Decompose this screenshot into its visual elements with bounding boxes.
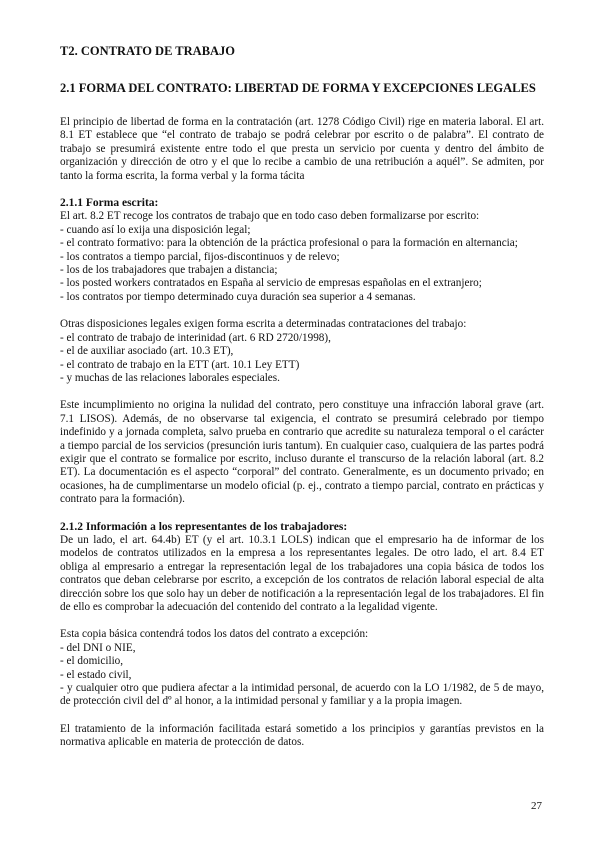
basic-copy-lead: Esta copia básica contendrá todos los datos del contrato a excepción: — [60, 628, 369, 641]
list-item: - el estado civil, — [60, 668, 132, 681]
list-item: - el contrato de trabajo en la ETT (art. 10.1 Ley ETT) — [60, 358, 300, 371]
other-provisions-lead: Otras disposiciones legales exigen forma escrita a determinadas contrataciones del trabajo: — [60, 318, 467, 331]
list-item: - cuando así lo exija una disposición legal; — [60, 223, 251, 236]
list-item: - del DNI o NIE, — [60, 641, 136, 654]
section-2-1-1-heading: 2.1.1 Forma escrita: — [60, 197, 159, 210]
document-page — [60, 44, 544, 750]
list-item: - los de los trabajadores que trabajen a distancia; — [60, 264, 278, 277]
section-2-1-heading: 2.1 FORMA DEL CONTRATO: LIBERTAD DE FORMA Y EXCEPCIONES LEGALES — [60, 81, 536, 95]
page-number: 27 — [531, 800, 542, 812]
list-item: - los contratos a tiempo parcial, fijos-discontinuos y de relevo; — [60, 250, 340, 263]
list-item: - y muchas de las relaciones laborales especiales. — [60, 371, 280, 384]
section-2-1-2-body: De un lado, el art. 64.4b) ET (y el art. 10.3.1 LOLS) indican que el empresario ha de informar de los modelos de contratos utilizados en la empresa a los representantes legales. De otro lado, el art. 8.4 ET obliga al empresario a entregar la representación legal de los trabajadores una copia básica de todos los contratos que deban celebrarse por escrito, a excepción de los contratos de relación laboral especial de alta dirección sobre los que solo hay un deber de notificación a la representación legal de los trabajadores. El fin de ello es comprobar la adecuación del contenido del contrato a la legalidad vigente. — [60, 533, 544, 613]
chapter-title: T2. CONTRATO DE TRABAJO — [60, 44, 236, 58]
list-item: - los posted workers contratados en España al servicio de empresas españolas en el extranjero; — [60, 277, 482, 290]
list-item: - el contrato formativo: para la obtención de la práctica profesional o para la formación en alternancia; — [60, 237, 518, 250]
basic-copy-exceptions-list — [60, 642, 544, 709]
section-2-1-1-lead: El art. 8.2 ET recoge los contratos de trabajo que en todo caso deben formalizarse por escrito: — [60, 210, 480, 223]
written-contracts-list — [60, 224, 544, 304]
non-compliance-paragraph: Este incumplimiento no origina la nulidad del contrato, pero constituye una infracción laboral grave (art. 7.1 LISOS). Además, de no observarse tal exigencia, el contrato se presumirá celebrado por tiempo indefinido y a jornada completa, salvo prueba en contrario que acredite su naturaleza temporal o el carácter a tiempo parcial de los servicios (presunción iuris tantum). En cualquier caso, cualquiera de las partes podrá exigir que el contrato se formalice por escrito, incluso durante el transcurso de la relación laboral (art. 8.2 ET). La documentación es el aspecto “corporal” del contrato. Generalmente, es un documento privado; en ocasiones, ha de cumplimentarse un modelo oficial (p. ej., contrato a tiempo parcial, contrato en prácticas y contrato para la formación). — [60, 399, 544, 506]
other-provisions-list — [60, 332, 544, 386]
list-item: - el contrato de trabajo de interinidad (art. 6 RD 2720/1998), — [60, 331, 331, 344]
list-item: - el domicilio, — [60, 655, 124, 668]
section-2-1-intro: El principio de libertad de forma en la contratación (art. 1278 Código Civil) rige en materia laboral. El art. 8.1 ET establece que “el contrato de trabajo se podrá celebrar por escrito o de palabra”. El contrato de trabajo se presumirá existente entre todo el que presta un servicio por cuenta y dentro del ámbito de organización y dirección de otro y el que lo recibe a cambio de una retribución a aquél”. Se admiten, por tanto la forma escrita, la forma verbal y la forma tácita — [60, 116, 544, 182]
list-item: - el de auxiliar asociado (art. 10.3 ET), — [60, 345, 234, 358]
data-protection-paragraph: El tratamiento de la información facilitada estará sometido a los principios y garantías previstos en la normativa aplicable en materia de protección de datos. — [60, 722, 544, 749]
list-item: - y cualquier otro que pudiera afectar a la intimidad personal, de acuerdo con la LO 1/1982, de 5 de mayo, de protección civil del dº al honor, a la intimidad personal y familiar y a la propia imagen. — [60, 682, 544, 708]
list-item: - los contratos por tiempo determinado cuya duración sea superior a 4 semanas. — [60, 290, 416, 303]
section-2-1-2-heading: 2.1.2 Información a los representantes de los trabajadores: — [60, 520, 348, 533]
